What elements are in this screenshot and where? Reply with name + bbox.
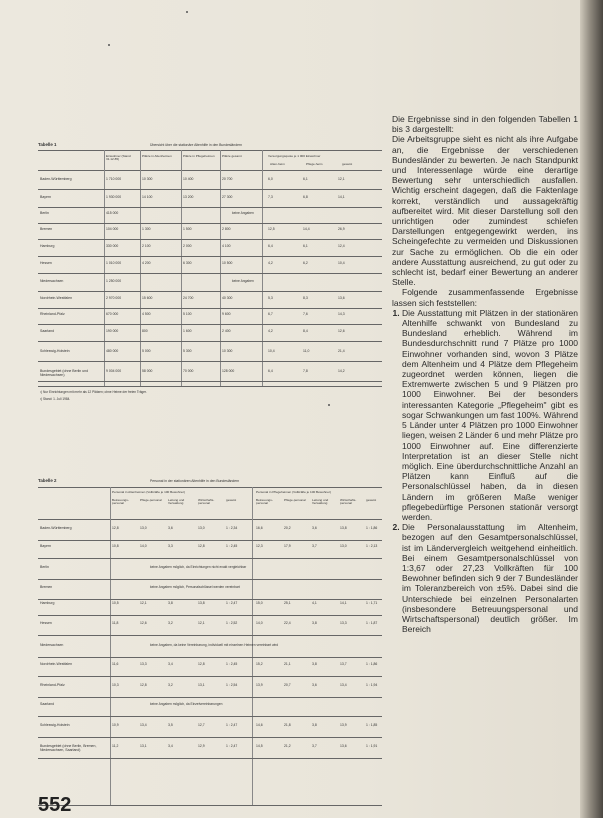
table-2-cell: 11,8 (112, 621, 119, 625)
table-2-cell: 3,6 (168, 526, 173, 530)
table-2-cell: 3,7 (312, 744, 317, 748)
table-2-cell: 10,3 (112, 683, 119, 687)
table-2-cell: 10,9 (112, 723, 119, 727)
table-2-row-label: Niedersachsen (40, 643, 64, 647)
table-2-cell: 3,7 (312, 544, 317, 548)
table-2-cell: 1 : 1,71 (366, 601, 378, 605)
table-1-title: Übersicht über die stationäre Altenhilfe in den Bundesländern (150, 143, 242, 147)
table-1-cell: 4 200 (142, 261, 151, 265)
table-1-cell: 12,5 (268, 227, 275, 231)
table-2-cell: 4,1 (312, 601, 317, 605)
table-1-cell: 128 000 (222, 369, 235, 373)
table-1-cell: 6,7 (268, 312, 273, 316)
page-number: 552 (38, 794, 72, 816)
table-1-cell: 11,0 (303, 349, 310, 353)
table-1-row-label: Bremen (40, 227, 53, 231)
table-1-header: Plätze in Pflegeheimen (183, 154, 215, 158)
table-1-cell: 6 300 (183, 261, 192, 265)
table-2-cell: 3,2 (168, 621, 173, 625)
table-2-cell: 1 : 1,86 (366, 662, 378, 666)
table-1-cell: 4 100 (222, 244, 231, 248)
table-1-row-label: Nordrhein-Westfalen (40, 296, 73, 300)
table-1-subheader: Alten-heim (270, 162, 285, 166)
table-1-cell: 1 250 000 (106, 279, 122, 283)
table-2-cell: 1 : 1,86 (366, 526, 378, 530)
table-1-cell: 4,2 (268, 261, 273, 265)
table-2-cell: 15,0 (256, 601, 263, 605)
paragraph-assessment: Die Arbeitsgruppe sieht es nicht als ihre Aufgabe an, die Ergebnisse der verschiedenen Bundesländer zu bewerten. Je nach Standpunkt und Interessenlage würde eine derartige Bewertung sehr unterschiedlich ausfallen. Wichtig erscheint dagegen, daß die Faktenlage korrekt, verständlich und aussagekräftig aufbereitet wird. Mit dieser Darstellung soll den unrichtigen oder zumindest schiefen Darstellungen entgegengewirkt werden, ins Scheingefechte zu vermeiden und Diskussionen zur Sache zu ermöglichen. Ob die ein oder andere Ausstattung ausreichend, zu gut oder zu schlecht ist, bedarf einer Bewertung an anderer Stelle. (392, 134, 578, 288)
table-2-row-label: Berlin (40, 565, 49, 569)
table-2-cell: 14,0 (140, 544, 147, 548)
table-1-cell: 6,1 (303, 244, 308, 248)
table-2-header: gesamt (366, 498, 377, 502)
table-1-cell: 415 000 (106, 211, 119, 215)
table-2-cell: 13,1 (198, 683, 205, 687)
table-2-header: Leitung und Verwaltung (312, 498, 329, 506)
table-2-cell: 13,1 (140, 744, 147, 748)
table-1-cell: 12,4 (338, 244, 345, 248)
table-1-footnote: ¹) Nur Einrichtungen mit mehr als 12 Plätzen; ohne Heime der freien Träger. (40, 390, 147, 394)
table-1-cell: 6,1 (303, 177, 308, 181)
table-1-row-label: Hessen (40, 261, 52, 265)
table-1-cell: 70 000 (183, 369, 194, 373)
table-1-cell: 12,6 (338, 329, 345, 333)
table-2-cell: 15,2 (256, 662, 263, 666)
table-2-cell: 1 : 1,85 (366, 723, 378, 727)
table-2-cell: 3,2 (168, 683, 173, 687)
table-1-row-label: Saarland (40, 329, 55, 333)
rule (38, 805, 382, 806)
table-2-cell: 1 : 2,45 (226, 544, 238, 548)
table-2-cell: 13,3 (140, 662, 147, 666)
body-text-column (392, 114, 578, 634)
table-1-row-label: Bundesgebiet (ohne Berlin und Niedersachsen) (40, 369, 89, 377)
table-2-cell: 1 : 2,54 (226, 683, 238, 687)
rule (38, 716, 382, 717)
table-2-cell: 14,6 (256, 723, 263, 727)
table-2-cell: 13,7 (340, 662, 347, 666)
table-2-cell: 1 : 2,47 (226, 744, 238, 748)
table-1-cell: 10 400 (183, 177, 194, 181)
table-2-cell: 1 : 2,47 (226, 723, 238, 727)
table-1-cell: 14 100 (142, 195, 153, 199)
table-1-cell: 190 000 (106, 329, 119, 333)
table-1-cell: 7,3 (268, 195, 273, 199)
table-2-row-label: Schleswig-Holstein (40, 723, 70, 727)
table-1-cell: 480 000 (106, 349, 119, 353)
table-2-cell: 3,4 (168, 744, 173, 748)
table-2-cell: 13,6 (340, 744, 347, 748)
table-2-cell: 12,1 (198, 621, 205, 625)
rule (38, 579, 382, 580)
table-2-header: Wirtschafts-personal (340, 498, 357, 506)
table-2-cell: 21,8 (284, 723, 291, 727)
table-2-cell: 13,9 (256, 683, 263, 687)
table-1-cell: 9 600 (222, 312, 231, 316)
table-1-cell: 10 300 (142, 177, 153, 181)
table-2-cell: 1 : 1,94 (366, 683, 378, 687)
table-2-cell: 13,9 (340, 723, 347, 727)
table-1-cell: 1 600 (183, 329, 192, 333)
table-1-cell: 6,0 (268, 177, 273, 181)
table-2-cell: 10,5 (112, 601, 119, 605)
table-2-cell: 12,9 (198, 744, 205, 748)
table-1-cell: 21,4 (338, 349, 345, 353)
table-1-span-note: keine Angaben (232, 211, 254, 215)
table-1-cell: 13,6 (338, 296, 345, 300)
table-1-cell: 670 000 (106, 312, 119, 316)
rule (38, 657, 382, 658)
table-2-cell: 22,4 (284, 621, 291, 625)
table-2-cell: 1 : 1,87 (366, 621, 378, 625)
table-1-cell: 14,2 (338, 369, 345, 373)
table-1-subheader: Pflege-heim (306, 162, 323, 166)
table-1-cell: 26,9 (338, 227, 345, 231)
table-2-span-note: keine Angaben möglich, Personalschlüssel werden vereinbart (150, 585, 240, 589)
table-1-cell: 8,4 (303, 329, 308, 333)
table-1-cell: 24 700 (183, 296, 194, 300)
table-1-cell: 7,6 (303, 312, 308, 316)
table-2-cell: 12,6 (140, 621, 147, 625)
rule (38, 558, 382, 559)
table-1-cell: 12,1 (338, 177, 345, 181)
table-2-row-label: Baden-Württemberg (40, 526, 72, 530)
table-1-row-label: Niedersachsen (40, 279, 64, 283)
table-2-row-label: Hamburg (40, 601, 55, 605)
table-2-cell: 12,8 (140, 683, 147, 687)
table-2-cell: 1 : 2,13 (366, 544, 378, 548)
rule (38, 697, 382, 698)
table-2-cell: 13,0 (198, 526, 205, 530)
table-2-cell: 12,1 (140, 601, 147, 605)
table-1-cell: 5 300 (183, 349, 192, 353)
table-2-cell: 3,8 (312, 621, 317, 625)
rule (38, 635, 382, 636)
table-2-cell: 1 : 2,47 (226, 601, 238, 605)
table-1-cell: 2 000 (183, 244, 192, 248)
table-2-cell: 3,5 (168, 723, 173, 727)
paragraph-summary-lead: Folgende zusammenfassende Ergebnisse lassen sich feststellen: (392, 287, 578, 308)
table-1-cell: 14,1 (338, 195, 345, 199)
table-1-cell: 10 300 (222, 349, 233, 353)
table-2-cell: 10,8 (112, 544, 119, 548)
table-1-cell: 15 600 (142, 296, 153, 300)
table-2-cell: 21,1 (284, 662, 291, 666)
book-spine-shadow (580, 0, 603, 818)
table-2-header: Betreuungs-personal (256, 498, 273, 506)
table-1-cell: 1 930 000 (106, 195, 122, 199)
table-2-group-right: Personal in Pflegeheimen (Vollkräfte je 100 Bewohner) (256, 490, 331, 494)
table-1-header: Plätze in Altenheimen (142, 154, 172, 158)
table-2-cell: 12,8 (198, 662, 205, 666)
table-1-row-label: Hamburg (40, 244, 55, 248)
table-2-cell: 3,8 (312, 662, 317, 666)
table-2-span-note: keine Angaben möglich, da Einrichtungen nicht exakt vergleichbar (150, 565, 247, 569)
table-2-label: Tabelle 2 (38, 478, 57, 483)
table-2-header: Pflege-personal (140, 498, 162, 502)
table-2-cell: 21,2 (284, 744, 291, 748)
table-1-cell: 2 800 (222, 227, 231, 231)
table-1-row-label: Schleswig-Holstein (40, 349, 70, 353)
table-2-cell: 13,0 (140, 526, 147, 530)
table-2-row-label: Hessen (40, 621, 52, 625)
table-1-footnote: ²) Stand: 1. Juli 1984. (40, 397, 71, 401)
table-2-row-label: Rheinland-Pfalz (40, 683, 65, 687)
table-2-cell: 16,6 (256, 526, 263, 530)
table-2-header: Leitung und Verwaltung (168, 498, 185, 506)
finding-2: 2. Die Personalausstattung im Altenheim, bezogen auf den Gesamtpersonalschlüssel, ist im Ländervergleich weitgehend einheitlich. Bei einem Gesamtpersonalschlüssel von 1:3,67 oder 27,23 Vollkräften für 100 Bewohner befinden sich 9 der 7 Bundesländer im Toleranzbereich von ±5%. Dabei sind die Unterschiede bei einzelnen Personalarten (insbesondere Betreuungspersonal und Wirtschaftspersonal) deutlich größer. Im Bereich (402, 522, 578, 634)
table-2-cell: 1 : 1,91 (366, 744, 378, 748)
table-2-cell: 13,4 (140, 723, 147, 727)
table-1-cell: 14,4 (303, 227, 310, 231)
table-1-row-label: Berlin (40, 211, 49, 215)
table-1-cell: 5 100 (183, 312, 192, 316)
table-2-header: Pflege-personal (284, 498, 306, 502)
table-2-cell: 14,1 (340, 601, 347, 605)
table-1-cell: 2 970 000 (106, 296, 122, 300)
table-2-cell: 3,6 (312, 683, 317, 687)
table-1-cell: 2 100 (142, 244, 151, 248)
table-1-cell: 9 004 000 (106, 369, 122, 373)
table-2-row-label: Bundesgebiet (ohne Berlin, Bremen, Niedersachsen, Saarland) (40, 744, 97, 752)
table-2-cell: 20,2 (284, 526, 291, 530)
table-2-header: Betreuungs-personal (112, 498, 129, 506)
table-1-label: Tabelle 1 (38, 142, 57, 147)
table-2-cell: 14,0 (256, 621, 263, 625)
table-1-cell: 10,4 (338, 261, 345, 265)
table-1-cell: 13 200 (183, 195, 194, 199)
table-1-cell: 4 500 (142, 312, 151, 316)
rule (38, 519, 382, 520)
table-2-title: Personal in der stationären Altenhilfe in den Bundesländern (150, 479, 240, 483)
table-2-cell: 3,8 (168, 601, 173, 605)
table-1-cell: 58 000 (142, 369, 153, 373)
table-2-cell: 3,4 (168, 662, 173, 666)
table-1-header: Plätze gesamt (222, 154, 242, 158)
table-1-cell: 20 700 (222, 177, 233, 181)
table-2-cell: 14,5 (256, 744, 263, 748)
table-2-row-label: Bremen (40, 585, 53, 589)
rule (38, 676, 382, 677)
table-2-cell: 1 : 2,34 (226, 526, 238, 530)
table-2-row-label: Bayern (40, 544, 52, 548)
table-2-header: Wirtschafts-personal (198, 498, 215, 506)
table-2-cell: 3,8 (312, 723, 317, 727)
table-1-cell: 14,3 (338, 312, 345, 316)
table-1-cell: 7,8 (303, 369, 308, 373)
table-1-cell: 1 300 (142, 227, 151, 231)
table-1-cell: 27 300 (222, 195, 233, 199)
table-1-cell: 5,3 (268, 296, 273, 300)
table-1-cell: 1 500 (183, 227, 192, 231)
table-1-span-note: keine Angaben (232, 279, 254, 283)
table-1-cell: 5 000 (142, 349, 151, 353)
rule (38, 737, 382, 738)
table-2-cell: 1 : 2,52 (226, 621, 238, 625)
table-1-cell: 6,4 (268, 244, 273, 248)
table-2-cell: 12,3 (256, 544, 263, 548)
table-2-row-label: Nordrhein-Westfalen (40, 662, 73, 666)
table-2-cell: 13,4 (340, 683, 347, 687)
table-1-cell: 10 500 (222, 261, 233, 265)
table-1-cell: 1 710 000 (106, 177, 122, 181)
table-2-row-label: Saarland (40, 702, 55, 706)
table-2-cell: 13,3 (340, 621, 347, 625)
rule (38, 758, 382, 759)
table-2-cell: 1 : 2,45 (226, 662, 238, 666)
table-1-row-label: Baden-Württemberg (40, 177, 72, 181)
rule (38, 487, 382, 488)
table-1-cell: 6,4 (268, 369, 273, 373)
table-1-cell: 6,2 (303, 261, 308, 265)
table-2-cell: 25,1 (284, 601, 291, 605)
table-2-span-note: keine Angaben, da keine Vereinbarung, individuell mit einzelnen Heimen vereinbart wird (150, 643, 279, 647)
table-2-cell: 11,6 (112, 662, 119, 666)
table-1-row-label: Bayern (40, 195, 52, 199)
rule (38, 615, 382, 616)
table-1-header: Einwohner (Stand 31.12.85) (106, 154, 131, 162)
table-2-cell: 13,8 (340, 526, 347, 530)
table-1-cell: 330 000 (106, 244, 119, 248)
table-1-row-label: Rheinland-Pfalz (40, 312, 65, 316)
table-1-cell: 40 300 (222, 296, 233, 300)
table-2-cell: 13,8 (198, 601, 205, 605)
rule (38, 540, 382, 541)
table-1-cell: 2 400 (222, 329, 231, 333)
table-1-subheader: gesamt (342, 162, 353, 166)
table-2-cell: 13,0 (340, 544, 347, 548)
table-2-cell: 11,2 (112, 744, 119, 748)
table-2-header: gesamt (226, 498, 237, 502)
finding-1: 1. Die Ausstattung mit Plätzen in der stationären Altenhilfe schwankt von Bundesland zu Bundesland erheblich. Während im Bundesdurchschnitt rund 7 Plätze pro 1000 Einwohner vorhanden sind, wovon 3 Plätze dem Altenheim und 4 Plätze dem Pflegeheim zugeordnet werden können, liegen die Extremwerte zwischen 5 und 9 Plätzen pro 1000 Einwohner. Bei der besonders interessanten Kategorie „Pflegeheim" gibt es sogar Schwankungen um fast 100%. Während 5 Länder unter 4 Plätzen pro 1000 Einwohner liegen, weisen 2 Länder 6 und mehr Plätze pro 1000 Einwohner auf. Eine differenzierte Interpretation ist an dieser Stelle nicht möglich. Eine überdurchschnittliche Anzahl an Plätzen kann Einfluß auf die Personalschlüssel haben, da in diesen Ländern im größeren Maße weniger pflegebedürftige Personen stationär versorgt werden. (402, 308, 578, 522)
table-2-cell: 3,6 (312, 526, 317, 530)
rule (38, 599, 382, 600)
table-1-cell: 8,3 (303, 296, 308, 300)
table-2-span-note: keine Angaben möglich, da Einzelvereinbarungen (150, 702, 223, 706)
table-1-header: Versorgungsquote je 1 000 Einwohner (268, 154, 321, 158)
table-2-cell: 17,9 (284, 544, 291, 548)
paragraph-intro: Die Ergebnisse sind in den folgenden Tabellen 1 bis 3 dargestellt: (392, 114, 578, 135)
table-1-cell: 6,8 (303, 195, 308, 199)
table-1-cell: 800 (142, 329, 148, 333)
table-1-cell: 4,2 (268, 329, 273, 333)
table-1-cell: 10,4 (268, 349, 275, 353)
table-2-cell: 12,8 (198, 544, 205, 548)
table-2-cell: 20,7 (284, 683, 291, 687)
table-2-cell: 3,3 (168, 544, 173, 548)
table-1-cell: 104 000 (106, 227, 119, 231)
table-2-cell: 12,8 (112, 526, 119, 530)
table-2-group-left: Personal in Altenheimen (Vollkräfte je 100 Bewohner) (112, 490, 186, 494)
table-1-cell: 1 010 000 (106, 261, 122, 265)
table-2-cell: 12,7 (198, 723, 205, 727)
